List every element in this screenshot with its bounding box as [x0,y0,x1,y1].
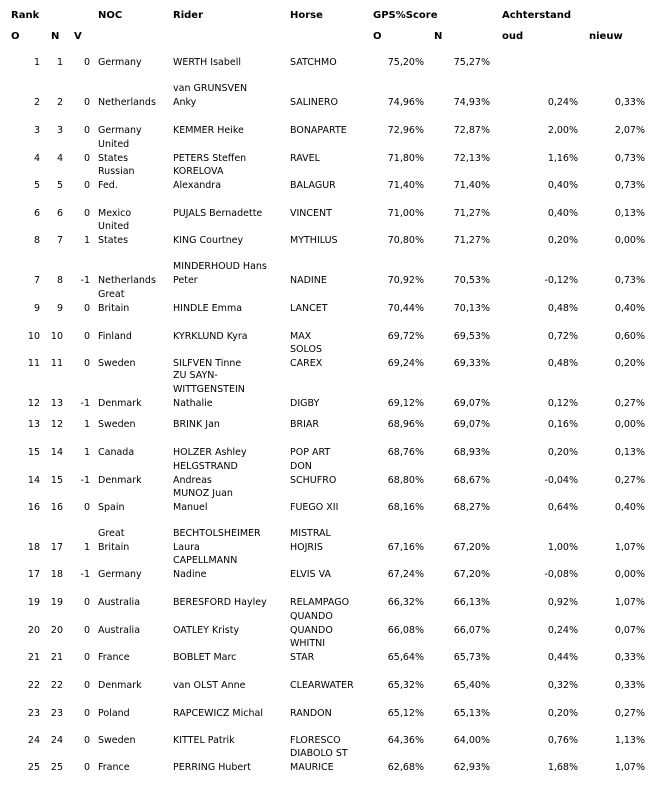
cell-rank-change: 0 [83,153,90,164]
cell-rank-new: 22 [50,680,63,691]
cell-score-old: 69,24% [387,358,424,369]
cell-score-old: 72,96% [387,125,424,136]
header-gps-score: GPS%Score [373,10,438,21]
cell-noc: Netherlands [98,97,156,108]
cell-horse: DON SCHUFRO [290,461,337,486]
cell-rank-change: 1 [83,235,90,246]
cell-score-new: 72,87% [453,125,490,136]
cell-rank-old: 6 [33,208,40,219]
cell-horse: POP ART [290,447,331,458]
cell-horse: RAVEL [290,153,320,164]
cell-horse: BALAGUR [290,180,336,191]
cell-gap-new: 0,13% [614,208,645,219]
cell-gap-new: 0,00% [614,569,645,580]
cell-gap-old: 0,72% [547,331,578,342]
cell-rider: SILFVEN Tinne [173,358,242,369]
cell-noc: United States [98,139,130,164]
cell-rank-new: 3 [56,125,63,136]
cell-rank-change: -1 [80,275,90,286]
cell-rank-old: 22 [27,680,40,691]
cell-score-old: 64,36% [387,735,424,746]
cell-score-new: 70,53% [453,275,490,286]
cell-rank-old: 19 [27,597,40,608]
cell-rider: BRINK Jan [173,419,220,430]
cell-rank-new: 18 [50,569,63,580]
cell-noc: United States [98,221,130,246]
cell-noc: Finland [98,331,132,342]
header-nieuw: nieuw [589,31,623,42]
cell-rider: MINDERHOUD Hans Peter [173,261,267,286]
cell-rank-old: 17 [27,569,40,580]
cell-gap-old: 0,40% [547,208,578,219]
cell-rank-old: 1 [33,57,40,68]
cell-rank-new: 6 [56,208,63,219]
cell-rank-new: 12 [50,419,63,430]
cell-rider: KEMMER Heike [173,125,244,136]
cell-score-new: 68,93% [453,447,490,458]
cell-rider: KORELOVA Alexandra [173,166,224,191]
cell-score-new: 62,93% [453,762,490,773]
cell-gap-new: 0,13% [614,447,645,458]
cell-score-new: 66,13% [453,597,490,608]
cell-rank-new: 14 [50,447,63,458]
cell-horse: NADINE [290,275,327,286]
cell-rider: KYRKLUND Kyra [173,331,248,342]
cell-noc: Germany [98,125,142,136]
cell-gap-new: 0,00% [614,419,645,430]
cell-score-new: 69,07% [453,419,490,430]
cell-rider: van OLST Anne [173,680,246,691]
header-score-n: N [434,31,443,42]
cell-rider: PETERS Steffen [173,153,247,164]
cell-gap-new: 1,13% [614,735,645,746]
cell-score-old: 65,32% [387,680,424,691]
cell-score-new: 67,20% [453,569,490,580]
cell-score-old: 68,96% [387,419,424,430]
cell-noc: Great Britain [98,289,130,314]
cell-rank-old: 25 [27,762,40,773]
cell-gap-new: 0,73% [614,180,645,191]
cell-rank-change: 0 [83,502,90,513]
cell-rank-old: 10 [27,331,40,342]
header-rank-o: O [11,31,20,42]
cell-rank-change: 0 [83,331,90,342]
cell-rank-change: 0 [83,708,90,719]
cell-rider: ZU SAYN- WITTGENSTEIN Nathalie [173,370,245,409]
cell-rank-new: 24 [50,735,63,746]
header-noc: NOC [98,10,123,21]
cell-gap-old: 1,00% [547,542,578,553]
cell-gap-old: 0,44% [547,652,578,663]
cell-gap-new: 0,73% [614,275,645,286]
cell-gap-new: 0,40% [614,502,645,513]
cell-rank-change: 0 [83,125,90,136]
cell-rank-new: 23 [50,708,63,719]
cell-horse: FLORESCO [290,735,341,746]
cell-rank-old: 15 [27,447,40,458]
cell-score-new: 71,40% [453,180,490,191]
cell-rank-change: 0 [83,762,90,773]
cell-score-new: 68,67% [453,475,490,486]
cell-rider: PERRING Hubert [173,762,251,773]
cell-rank-change: 0 [83,652,90,663]
cell-noc: Germany [98,569,142,580]
cell-score-new: 65,73% [453,652,490,663]
cell-gap-old: 0,20% [547,708,578,719]
cell-rank-old: 16 [27,502,40,513]
cell-horse: WHITNI STAR [290,638,326,663]
cell-score-old: 75,20% [387,57,424,68]
cell-gap-old: -0,04% [544,475,578,486]
cell-horse: LANCET [290,303,328,314]
cell-gap-old: 0,40% [547,180,578,191]
cell-horse: MISTRAL HOJRIS [290,528,331,553]
cell-score-old: 71,00% [387,208,424,219]
cell-rank-change: 0 [83,597,90,608]
cell-noc: Poland [98,708,130,719]
cell-gap-old: 0,48% [547,303,578,314]
cell-rank-old: 8 [33,235,40,246]
cell-gap-new: 0,27% [614,708,645,719]
cell-noc: Denmark [98,680,142,691]
cell-noc: Sweden [98,358,136,369]
cell-rider: van GRUNSVEN Anky [173,83,248,108]
cell-horse: DIGBY [290,398,320,409]
cell-gap-new: 0,27% [614,398,645,409]
cell-gap-old: 0,32% [547,680,578,691]
cell-gap-old: -0,12% [544,275,578,286]
cell-rank-new: 10 [50,331,63,342]
cell-noc: France [98,652,130,663]
cell-rank-old: 3 [33,125,40,136]
cell-noc: Sweden [98,419,136,430]
cell-rider: OATLEY Kristy [173,625,240,636]
cell-gap-old: 0,24% [547,97,578,108]
cell-horse: DIABOLO ST MAURICE [290,748,348,773]
cell-rank-new: 2 [56,97,63,108]
cell-rank-new: 17 [50,542,63,553]
cell-rank-change: 0 [83,735,90,746]
cell-rank-change: 1 [83,542,90,553]
cell-rider: KITTEL Patrik [173,735,235,746]
cell-rank-change: -1 [80,398,90,409]
cell-rider: RAPCEWICZ Michal [173,708,263,719]
cell-score-old: 70,80% [387,235,424,246]
cell-noc: Spain [98,502,125,513]
cell-noc: Netherlands [98,275,156,286]
header-rank-v: V [74,31,82,42]
cell-gap-new: 0,73% [614,153,645,164]
cell-gap-new: 0,33% [614,97,645,108]
cell-score-old: 68,76% [387,447,424,458]
cell-rank-old: 7 [33,275,40,286]
header-score-o: O [373,31,382,42]
cell-rank-change: 0 [83,180,90,191]
cell-horse: BONAPARTE [290,125,347,136]
cell-gap-old: 1,16% [547,153,578,164]
cell-rank-change: 0 [83,358,90,369]
cell-rank-new: 13 [50,398,63,409]
cell-rank-change: 0 [83,57,90,68]
cell-score-old: 69,12% [387,398,424,409]
header-rank: Rank [11,10,40,21]
cell-gap-old: 0,48% [547,358,578,369]
cell-gap-old: 2,00% [547,125,578,136]
cell-rank-old: 5 [33,180,40,191]
cell-score-new: 69,53% [453,331,490,342]
cell-horse: SALINERO [290,97,338,108]
cell-rank-change: 0 [83,97,90,108]
cell-rider: WERTH Isabell [173,57,241,68]
cell-rank-new: 25 [50,762,63,773]
cell-score-new: 67,20% [453,542,490,553]
cell-gap-new: 1,07% [614,542,645,553]
header-rider: Rider [173,10,203,21]
cell-rank-change: 0 [83,208,90,219]
cell-gap-new: 1,07% [614,597,645,608]
cell-gap-new: 0,07% [614,625,645,636]
cell-noc: Canada [98,447,135,458]
header-oud: oud [502,31,524,42]
cell-gap-old: 0,20% [547,235,578,246]
cell-gap-old: 0,92% [547,597,578,608]
cell-score-new: 75,27% [453,57,490,68]
cell-score-old: 66,32% [387,597,424,608]
cell-score-new: 69,33% [453,358,490,369]
cell-score-old: 66,08% [387,625,424,636]
cell-score-new: 71,27% [453,235,490,246]
cell-rank-old: 20 [27,625,40,636]
cell-noc: Russian Fed. [98,166,135,191]
cell-rider: MUNOZ Juan Manuel [173,488,233,513]
cell-noc: Sweden [98,735,136,746]
cell-gap-new: 0,33% [614,652,645,663]
cell-score-old: 65,64% [387,652,424,663]
cell-score-new: 70,13% [453,303,490,314]
cell-horse: MAX [290,331,312,342]
cell-rank-new: 9 [56,303,63,314]
cell-rank-old: 9 [33,303,40,314]
cell-rank-new: 21 [50,652,63,663]
cell-gap-old: 0,24% [547,625,578,636]
cell-gap-new: 0,00% [614,235,645,246]
cell-rank-new: 20 [50,625,63,636]
cell-rider: HOLZER Ashley [173,447,247,458]
cell-gap-new: 0,33% [614,680,645,691]
cell-rank-old: 18 [27,542,40,553]
cell-gap-old: 1,68% [547,762,578,773]
cell-gap-new: 0,27% [614,475,645,486]
cell-gap-new: 1,07% [614,762,645,773]
cell-rank-new: 4 [56,153,63,164]
cell-rider: HELGSTRAND Andreas [173,461,238,486]
cell-rank-old: 23 [27,708,40,719]
cell-horse: CLEARWATER [290,680,354,691]
cell-noc: Denmark [98,475,142,486]
cell-score-old: 70,44% [387,303,424,314]
cell-score-new: 65,40% [453,680,490,691]
cell-rank-new: 8 [56,275,63,286]
cell-score-old: 65,12% [387,708,424,719]
cell-score-new: 65,13% [453,708,490,719]
cell-gap-new: 2,07% [614,125,645,136]
cell-score-new: 64,00% [453,735,490,746]
cell-horse: RELAMPAGO [290,597,350,608]
cell-noc: Germany [98,57,142,68]
cell-horse: SOLOS CAREX [290,344,323,369]
cell-score-old: 68,80% [387,475,424,486]
cell-score-new: 74,93% [453,97,490,108]
header-achterstand: Achterstand [502,10,572,21]
cell-score-old: 70,92% [387,275,424,286]
cell-score-new: 69,07% [453,398,490,409]
header-rank-n: N [51,31,60,42]
cell-gap-old: 0,16% [547,419,578,430]
cell-rider: CAPELLMANN Nadine [173,555,238,580]
cell-rider: PUJALS Bernadette [173,208,263,219]
cell-noc: Australia [98,625,141,636]
cell-score-new: 72,13% [453,153,490,164]
cell-gap-old: 0,20% [547,447,578,458]
cell-score-new: 71,27% [453,208,490,219]
cell-rank-new: 1 [56,57,63,68]
cell-rider: BECHTOLSHEIMER Laura [173,528,261,553]
cell-rank-old: 24 [27,735,40,746]
cell-rider: KING Courtney [173,235,244,246]
cell-rank-new: 5 [56,180,63,191]
cell-rank-new: 16 [50,502,63,513]
cell-rank-change: -1 [80,569,90,580]
cell-rank-change: 0 [83,303,90,314]
cell-horse: BRIAR [290,419,320,430]
cell-rank-old: 13 [27,419,40,430]
cell-rank-old: 11 [27,358,40,369]
cell-score-old: 62,68% [387,762,424,773]
cell-score-old: 69,72% [387,331,424,342]
cell-rank-new: 15 [50,475,63,486]
cell-rank-change: 1 [83,447,90,458]
cell-rider: BOBLET Marc [173,652,237,663]
cell-horse: SATCHMO [290,57,337,68]
cell-rider: BERESFORD Hayley [173,597,267,608]
cell-rank-new: 7 [56,235,63,246]
cell-rank-old: 14 [27,475,40,486]
cell-horse: VINCENT [290,208,332,219]
cell-rank-change: 0 [83,680,90,691]
cell-gap-new: 0,40% [614,303,645,314]
cell-score-new: 66,07% [453,625,490,636]
cell-score-old: 74,96% [387,97,424,108]
cell-gap-old: 0,12% [547,398,578,409]
cell-noc: Mexico [98,208,132,219]
cell-horse: FUEGO XII [290,502,339,513]
cell-rank-new: 11 [50,358,63,369]
cell-rank-change: 0 [83,625,90,636]
cell-gap-new: 0,20% [614,358,645,369]
cell-noc: France [98,762,130,773]
cell-noc: Great Britain [98,528,130,553]
cell-score-new: 68,27% [453,502,490,513]
cell-score-old: 68,16% [387,502,424,513]
cell-gap-old: 0,76% [547,735,578,746]
cell-rank-old: 4 [33,153,40,164]
cell-horse: RANDON [290,708,332,719]
cell-rank-change: 1 [83,419,90,430]
header-horse: Horse [290,10,323,21]
cell-noc: Denmark [98,398,142,409]
cell-score-old: 71,40% [387,180,424,191]
cell-horse: MYTHILUS [290,235,338,246]
cell-rank-change: -1 [80,475,90,486]
cell-noc: Australia [98,597,141,608]
cell-rank-old: 21 [27,652,40,663]
cell-rank-old: 2 [33,97,40,108]
cell-rider: HINDLE Emma [173,303,243,314]
cell-gap-new: 0,60% [614,331,645,342]
cell-rank-new: 19 [50,597,63,608]
cell-gap-old: 0,64% [547,502,578,513]
cell-horse: QUANDO QUANDO [290,611,333,636]
cell-score-old: 71,80% [387,153,424,164]
cell-gap-old: -0,08% [544,569,578,580]
cell-horse: ELVIS VA [290,569,331,580]
cell-score-old: 67,24% [387,569,424,580]
cell-score-old: 67,16% [387,542,424,553]
cell-rank-old: 12 [27,398,40,409]
